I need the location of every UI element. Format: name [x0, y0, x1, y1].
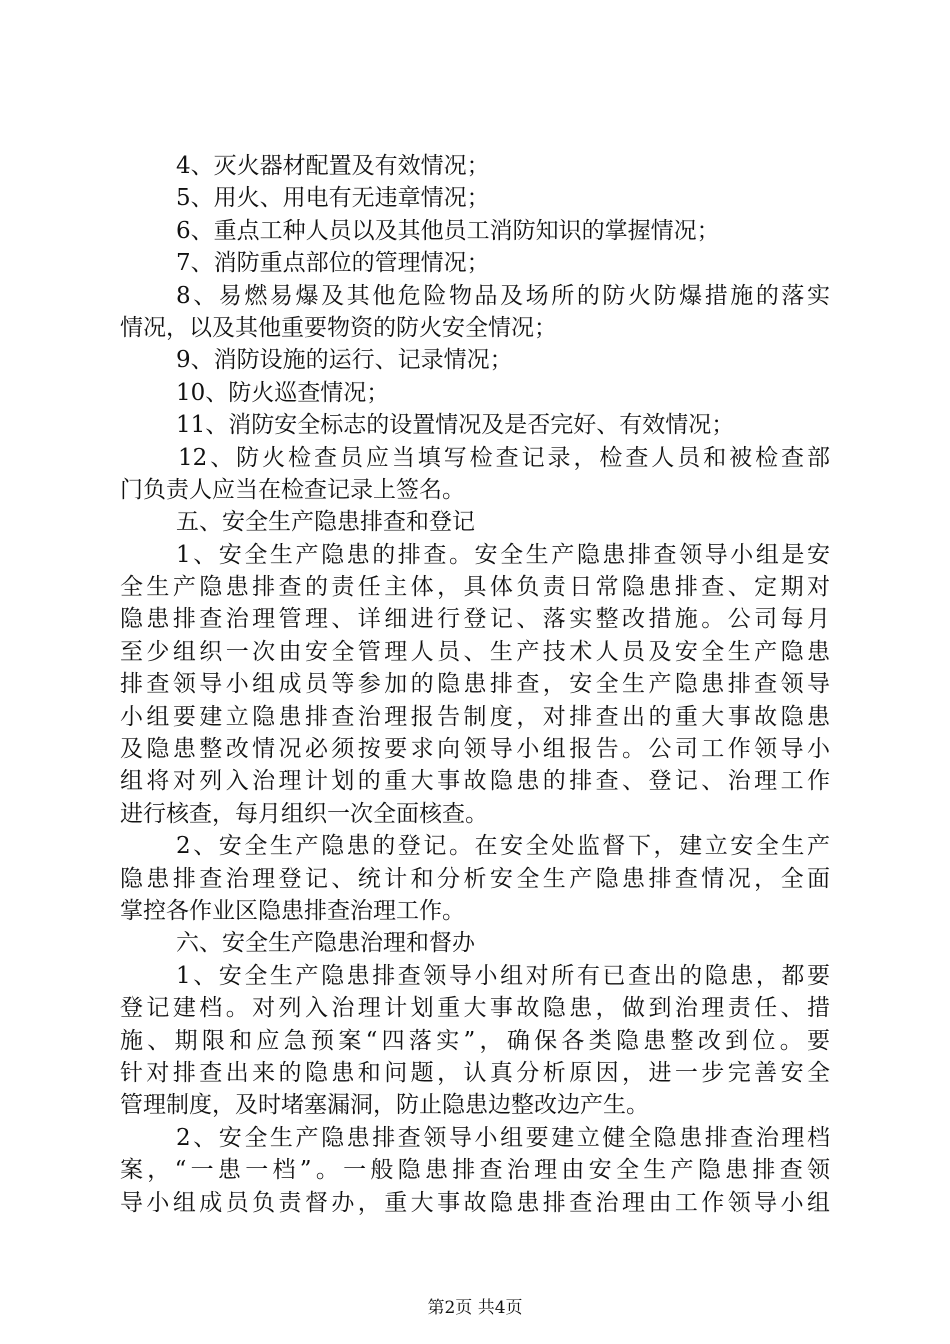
list-item: 6、重点工种人员以及其他员工消防知识的掌握情况；: [176, 217, 720, 244]
paragraph-line: 进行核查，每月组织一次全面核查。: [120, 800, 488, 827]
list-item: 10、防火巡查情况；: [176, 379, 390, 406]
list-item-continuation: 门负责人应当在检查记录上签名。: [120, 476, 465, 503]
page-footer: 第2页 共4页: [427, 1298, 523, 1318]
section-heading: 六、安全生产隐患治理和督办: [176, 930, 475, 957]
list-item: 9、消防设施的运行、记录情况；: [176, 347, 513, 374]
paragraph-line: 组将对列入治理计划的重大事故隐患的排查、登记、治理工作: [120, 768, 830, 795]
paragraph-line: 针对排查出来的隐患和问题，认真分析原因，进一步完善安全: [120, 1059, 830, 1086]
paragraph-line: 案，“一患一档”。一般隐患排查治理由安全生产隐患排查领: [120, 1157, 830, 1184]
list-item: 4、灭火器材配置及有效情况；: [176, 153, 490, 179]
paragraph-line: 掌控各作业区隐患排查治理工作。: [120, 897, 465, 924]
paragraph-line: 管理制度，及时堵塞漏洞，防止隐患边整改边产生。: [120, 1092, 649, 1119]
paragraph-line: 小组要建立隐患排查治理报告制度，对排查出的重大事故隐患: [120, 703, 830, 730]
paragraph-line: 登记建档。对列入治理计划重大事故隐患，做到治理责任、措: [120, 995, 830, 1022]
list-item: 11、消防安全标志的设置情况及是否完好、有效情况；: [176, 412, 735, 439]
paragraph-line: 及隐患整改情况必须按要求向领导小组报告。公司工作领导小: [120, 736, 830, 763]
list-item: 8、易燃易爆及其他危险物品及场所的防火防爆措施的落实: [176, 282, 830, 309]
list-item: 5、用火、用电有无违章情况；: [176, 185, 490, 212]
paragraph-line: 2、安全生产隐患排查领导小组要建立健全隐患排查治理档: [176, 1124, 830, 1151]
list-item: 12、防火检查员应当填写检查记录，检查人员和被检查部: [178, 444, 830, 471]
paragraph-line: 排查领导小组成员等参加的隐患排查，安全生产隐患排查领导: [120, 671, 830, 698]
list-item-continuation: 情况，以及其他重要物资的防火安全情况；: [120, 314, 557, 341]
paragraph-line: 2、安全生产隐患的登记。在安全处监督下，建立安全生产: [176, 833, 830, 860]
paragraph-line: 隐患排查治理登记、统计和分析安全生产隐患排查情况，全面: [120, 865, 830, 892]
section-heading: 五、安全生产隐患排查和登记: [176, 509, 475, 536]
paragraph-line: 1、安全生产隐患的排查。安全生产隐患排查领导小组是安: [176, 541, 830, 568]
paragraph-line: 全生产隐患排查的责任主体，具体负责日常隐患排查、定期对: [120, 574, 830, 601]
paragraph-line: 隐患排查治理管理、详细进行登记、落实整改措施。公司每月: [120, 606, 830, 633]
paragraph-line: 1、安全生产隐患排查领导小组对所有已查出的隐患，都要: [176, 962, 830, 989]
list-item: 7、消防重点部位的管理情况；: [176, 250, 490, 277]
paragraph-line: 施、期限和应急预案“四落实”，确保各类隐患整改到位。要: [120, 1027, 830, 1054]
paragraph-line: 至少组织一次由安全管理人员、生产技术人员及安全生产隐患: [120, 638, 830, 665]
paragraph-line: 导小组成员负责督办，重大事故隐患排查治理由工作领导小组: [120, 1189, 830, 1216]
document-body: [120, 150, 830, 1219]
